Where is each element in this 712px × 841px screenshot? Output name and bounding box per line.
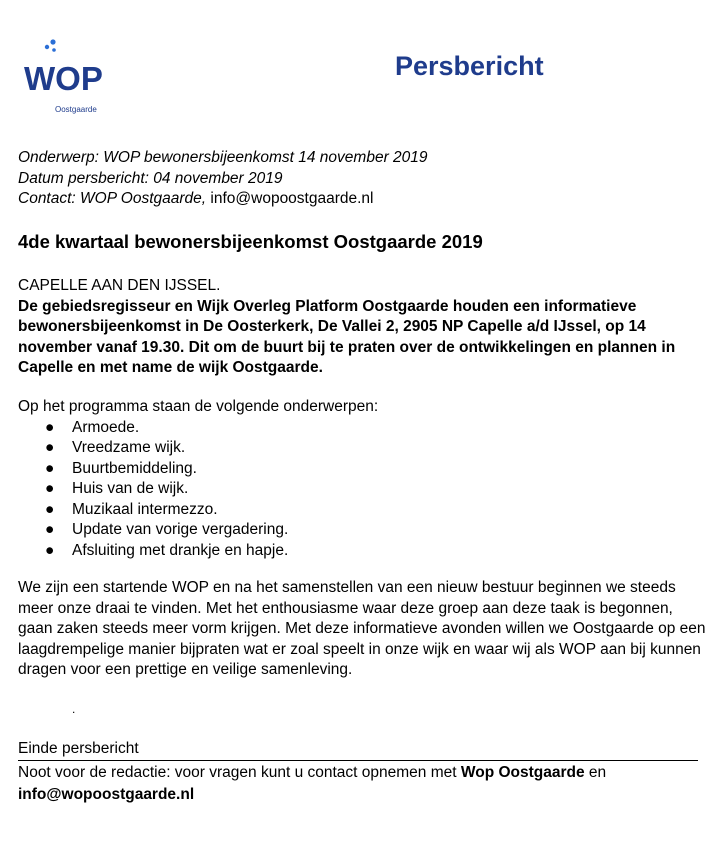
note-and: en	[588, 764, 607, 781]
list-item-text: Armoede.	[72, 418, 140, 436]
list-item	[18, 520, 378, 541]
list-item-text: Update van vorige vergadering.	[72, 521, 289, 538]
lead-section	[18, 276, 708, 379]
list-item-text: Buurtbemiddeling.	[72, 459, 197, 477]
list-item-text: Afsluiting met drankje en hapje.	[72, 541, 289, 559]
editor-note	[18, 762, 708, 805]
list-item	[18, 438, 378, 459]
bullet-icon: ●	[45, 459, 55, 477]
list-item	[18, 541, 378, 562]
bullet-icon: ●	[45, 480, 55, 497]
meta-contact-email[interactable]: info@wopoostgaarde.nl	[210, 190, 374, 207]
headline: 4de kwartaal bewonersbijeenkomst Oostgaarde 2019	[18, 231, 483, 252]
bullet-icon: ●	[45, 500, 55, 518]
program-section	[18, 397, 378, 561]
lead-body: De gebiedsregisseur en Wijk Overleg Platform Oostgaarde houden een informatieve bewonersbijeenkomst in De Oosterkerk, De Vallei 2, 2905 NP Capelle a/d IJssel, op 14 november vanaf 19.30. Dit om de buurt bij te praten over de ontwikkelingen en plannen in Capelle en met name de wijk Oostgaarde.	[18, 297, 676, 376]
meta-subject: Onderwerp: WOP bewonersbijeenkomst 14 november 2019	[18, 149, 428, 166]
list-item	[18, 418, 378, 439]
press-meta	[18, 148, 428, 210]
list-item	[18, 500, 378, 521]
logo-subtext: Oostgaarde	[55, 105, 97, 114]
end-of-release: Einde persbericht	[18, 739, 698, 761]
program-list	[18, 418, 378, 562]
program-intro: Op het programma staan de volgende onderwerpen:	[18, 398, 379, 415]
list-item-text: Vreedzame wijk.	[72, 439, 186, 456]
list-item-text: Huis van de wijk.	[72, 480, 189, 497]
list-item	[18, 459, 378, 480]
note-prefix: Noot voor de redactie: voor vragen kunt u contact opnemen met	[18, 764, 457, 781]
meta-contact-label: Contact: WOP Oostgaarde,	[18, 190, 207, 207]
meta-contact	[18, 189, 428, 210]
wop-logo-icon	[22, 36, 122, 118]
bullet-icon: ●	[45, 418, 55, 436]
bullet-icon: ●	[45, 521, 55, 538]
meta-date: Datum persbericht: 04 november 2019	[18, 169, 283, 187]
logo-wordmark: WOP	[24, 60, 103, 97]
note-email[interactable]: info@wopoostgaarde.nl	[18, 785, 195, 803]
dateline: CAPELLE AAN DEN IJSSEL.	[18, 277, 221, 294]
list-item-text: Muzikaal intermezzo.	[72, 500, 218, 518]
page-title: Persbericht	[395, 51, 544, 81]
body-paragraph: We zijn een startende WOP en na het samenstellen van een nieuw bestuur beginnen we steeds meer onze draai te vinden. Met het enthousiasme waar deze groep aan deze taak is begonnen, gaan zaken steeds meer vorm krijgen. Met deze informatieve avonden willen we Oostgaarde op een laagdrempelige manier bijpraten wat er zoal speelt in onze wijk en waar wij als WOP aan bij kunnen dragen voor een prettige en veilige samenleving.	[18, 579, 706, 678]
wop-logo	[22, 36, 122, 118]
bullet-icon: ●	[45, 541, 55, 559]
stray-dot: .	[72, 702, 76, 716]
note-org: Wop Oostgaarde	[460, 764, 585, 781]
list-item	[18, 479, 378, 500]
bullet-icon: ●	[45, 439, 55, 456]
